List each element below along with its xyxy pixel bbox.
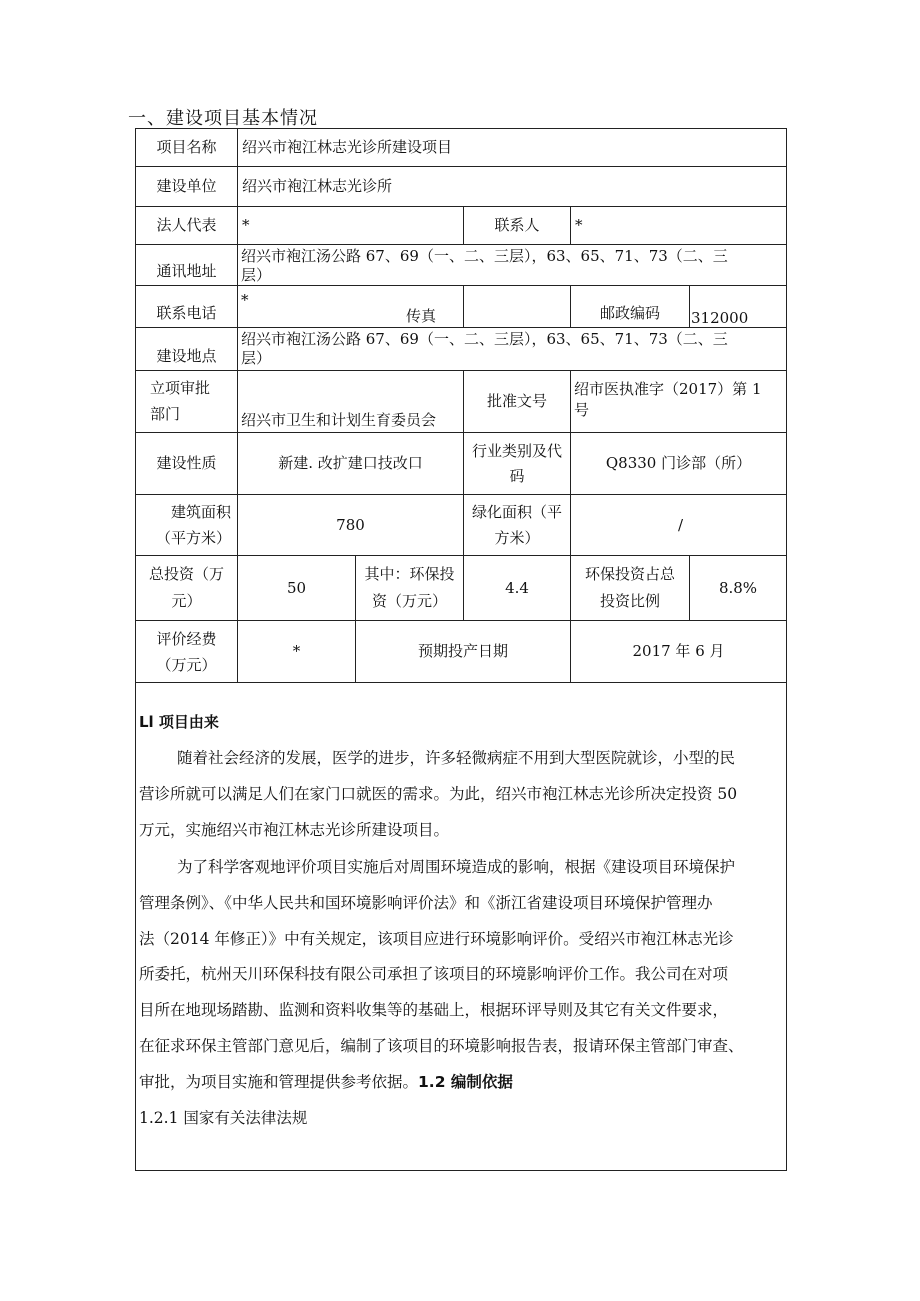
label-line: 环保投资占总	[584, 565, 675, 583]
label-line: 方米）	[494, 529, 540, 547]
project-name-label: 项目名称	[135, 128, 238, 167]
text-line	[139, 1065, 785, 1101]
legal-rep-value: *	[237, 206, 464, 245]
industry-label	[463, 432, 571, 495]
approval-dept-text: 绍兴市卫生和计划生育委员会	[241, 411, 437, 429]
site-line: 层）	[241, 349, 272, 367]
postcode-label: 邮政编码	[570, 285, 690, 328]
green-value: /	[570, 494, 787, 556]
text-line: 随着社会经济的发展，医学的进步，许多轻微病症不用到大型医院就诊，小型的民	[177, 749, 736, 767]
text-line: 法（2014 年修正）》中有关规定，该项目应进行环境影响评价。受绍兴市袍江林志光诊	[139, 929, 734, 948]
legal-rep-label: 法人代表	[135, 206, 238, 245]
address-line: 绍兴市袍江汤公路 67、69（一、二、三层），63、65、71、73（二、三	[241, 247, 728, 265]
fax-label: 传真	[406, 307, 437, 325]
subsection-title: Ll 项目由来	[139, 713, 219, 731]
contact-label: 联系人	[463, 206, 571, 245]
text-line: 目所在地现场踏勘、监测和资料收集等的基础上，根据环评导则及其它有关文件要求，	[139, 1001, 729, 1020]
nature-value: 新建. 改扩建口技改口	[237, 432, 464, 495]
phone-label: 联系电话	[135, 285, 238, 328]
label-line: 部门	[150, 405, 181, 423]
paragraph-1	[139, 741, 785, 848]
section-heading: 一、建设项目基本情况	[128, 108, 318, 129]
text-line: 管理条例》、《中华人民共和国环境影响评价法》和《浙江省建设项目环境保护管理办	[139, 893, 713, 912]
prod-date-label: 预期投产日期	[355, 620, 571, 683]
project-name-value: 绍兴市袍江林志光诊所建设项目	[237, 128, 787, 167]
unit-value: 绍兴市袍江林志光诊所	[237, 166, 787, 207]
unit-label: 建设单位	[135, 166, 238, 207]
address-line: 层）	[241, 266, 272, 284]
address-value	[237, 244, 787, 286]
env-invest-value: 4.4	[463, 555, 571, 621]
label-line: 行业类别及代	[471, 441, 562, 460]
text-line: 为了科学客观地评价项目实施后对周围环境造成的影响，根据《建设项目环境保护	[177, 858, 736, 876]
approval-no-label: 批准文号	[463, 370, 571, 433]
fee-value: *	[237, 620, 356, 683]
label-line: 码	[509, 466, 525, 485]
approval-dept-label	[135, 370, 238, 433]
site-label: 建设地点	[135, 327, 238, 371]
site-value	[237, 327, 787, 371]
text-line: 所委托，杭州天川环保科技有限公司承担了该项目的环境影响评价工作。我公司在对项	[139, 965, 729, 984]
industry-value: Q8330 门诊部（所）	[570, 432, 787, 495]
contact-value: *	[570, 206, 787, 245]
site-line: 绍兴市袍江汤公路 67、69（一、二、三层），63、65、71、73（二、三	[241, 330, 728, 348]
label-line: 建筑面积	[170, 503, 231, 521]
label-line: 投资比例	[599, 592, 660, 610]
ratio-label	[570, 555, 690, 621]
green-label	[463, 494, 571, 556]
label-line: 绿化面积（平	[471, 503, 562, 521]
postcode-text: 312000	[691, 309, 749, 327]
fax-value	[463, 285, 571, 328]
nature-label: 建设性质	[135, 432, 238, 495]
label-line: 元）	[171, 592, 202, 610]
env-invest-label	[355, 555, 464, 621]
phone-value: *	[241, 291, 249, 309]
approval-no-line: 号	[574, 401, 590, 419]
label-line: 总投资（万	[148, 565, 224, 583]
label-line: （万元）	[156, 655, 217, 674]
label-line: 评价经费	[156, 629, 217, 648]
text-span: 审批，为项目实施和管理提供参考依据。	[139, 1072, 419, 1091]
fee-label	[135, 620, 238, 683]
label-line: 其中：环保投	[364, 565, 455, 583]
address-label: 通讯地址	[135, 244, 238, 286]
phone-fax-cell	[237, 285, 464, 328]
prod-date-value: 2017 年 6 月	[570, 620, 787, 683]
invest-label	[135, 555, 238, 621]
approval-no-value	[570, 370, 787, 433]
paragraph-2	[139, 850, 785, 1136]
text-line: 在征求环保主管部门意见后，编制了该项目的环境影响报告表，报请环保主管部门审查、	[139, 1036, 744, 1055]
area-value: 780	[237, 494, 464, 556]
text-line: 营诊所就可以满足人们在家门口就医的需求。为此，绍兴市袍江林志光诊所决定投资 50	[139, 784, 738, 803]
label-line: 资（万元）	[371, 592, 447, 610]
approval-no-line: 绍市医执准字（2017）第 1	[574, 380, 762, 398]
postcode-value	[689, 285, 787, 328]
sub-subsection-title: 1.2.1 国家有关法律法规	[139, 1108, 308, 1127]
ratio-value: 8.8%	[689, 555, 787, 621]
approval-dept-value	[237, 370, 464, 433]
invest-value: 50	[237, 555, 356, 621]
text-line: 万元，实施绍兴市袍江林志光诊所建设项目。	[139, 820, 450, 839]
label-line: 立项审批	[150, 379, 211, 397]
inline-heading: 1.2 编制依据	[418, 1072, 513, 1091]
label-line: （平方米）	[155, 529, 231, 547]
area-label	[135, 494, 238, 556]
